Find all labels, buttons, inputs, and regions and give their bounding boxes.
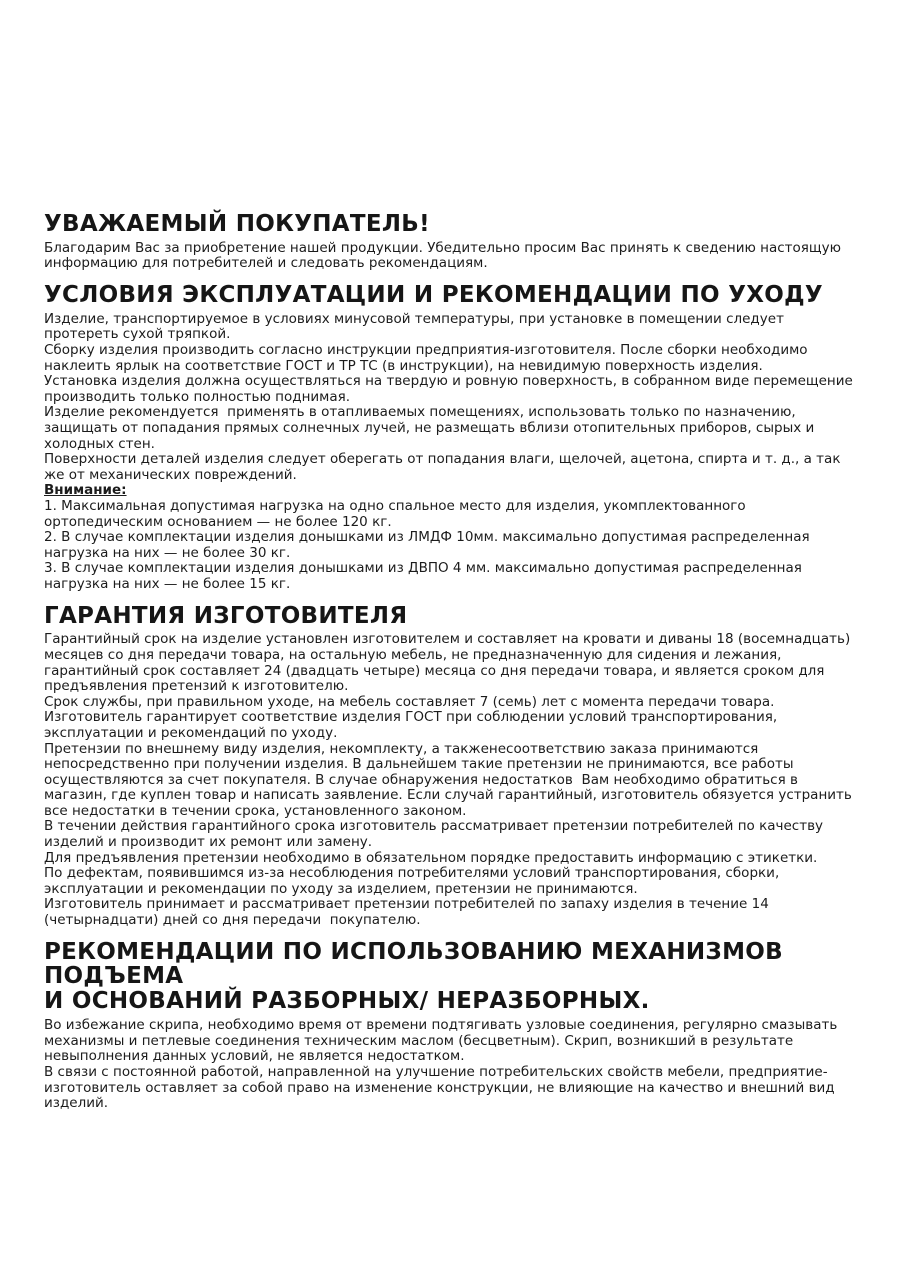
section-usage-conditions [44, 283, 860, 593]
usage-conditions-heading: УСЛОВИЯ ЭКСПЛУАТАЦИИ И РЕКОМЕНДАЦИИ ПО УХОДУ [44, 282, 823, 309]
guarantee-paragraph: Срок службы, при правильном уходе, на мебель составляет 7 (семь) лет с момента передачи товара. [44, 693, 775, 710]
usage-paragraph: Сборку изделия производить согласно инструкции предприятия-изготовителя. После сборки необходимо наклеить ярлык на соответствие ГОСТ и ТР ТС (в инструкции), на невидимую поверхность изделия. [44, 342, 812, 374]
guarantee-paragraph: Гарантийный срок на изделие установлен изготовителем и составляет на кровати и диваны 18 (восемнадцать) месяцев со дня передачи товара, на остальную мебель, не предназначенную для сидения и лежания, гарантийный срок составляет 24 (двадцать четыре) месяца со дня передачи товара, и является сроком для предъявления претензий к изготовителю. [44, 631, 855, 695]
mechanisms-heading [44, 940, 860, 1014]
attention-item: 3. В случае комплектации изделия донышками из ДВПО 4 мм. максимально допустимая распределенная нагрузка на них — не более 15 кг. [44, 560, 807, 592]
usage-paragraph: Изделие, транспортируемое в условиях минусовой температуры, при установке в помещении следует протереть сухой тряпкой. [44, 310, 789, 343]
mechanisms-heading-line-2: И ОСНОВАНИЙ РАЗБОРНЫХ/ НЕРАЗБОРНЫХ. [44, 988, 650, 1015]
section-manufacturer-guarantee [44, 604, 860, 929]
mechanisms-paragraph: Во избежание скрипа, необходимо время от времени подтягивать узловые соединения, регулярно смазывать механизмы и петлевые соединения техническим маслом (бесцветным). Скрип, возникший в результате невыполнения данных условий, не является недостатком. [44, 1017, 842, 1065]
mechanisms-heading-line-1: РЕКОМЕНДАЦИИ ПО ИСПОЛЬЗОВАНИЮ МЕХАНИЗМОВ ПОДЪЕМА [44, 938, 783, 990]
attention-line [44, 483, 860, 499]
guarantee-paragraph: Для предъявления претензии необходимо в обязательном порядке предоставить информацию с этикетки. [44, 849, 818, 866]
guarantee-paragraph: Изготовитель гарантирует соответствие изделия ГОСТ при соблюдении условий транспортирования, эксплуатации и рекомендаций по уходу. [44, 709, 782, 741]
guarantee-paragraph: Претензии по внешнему виду изделия, некомплекту, а такженесоответствию заказа принимаются непосредственно при получении изделия. В дальнейшем такие претензии не принимаются, все работы осуществляются за счет покупателя. В случае обнаружения недостатков Вам необходимо обратиться в магазин, где куплен товар и написать заявление. Если случай гарантийный, изготовитель обязуется устранить все недостатки в течении срока, установленного законом. [44, 740, 857, 819]
guarantee-paragraph: В течении действия гарантийного срока изготовитель рассматривает претензии потребителей по качеству изделий и производит их ремонт или замену. [44, 818, 828, 851]
section-greeting [44, 212, 860, 272]
guarantee-paragraph: Изготовитель принимает и рассматривает претензии потребителей по запаху изделия в течение 14 (четырнадцати) дней со дня передачи покупателю. [44, 896, 774, 929]
guarantee-paragraph: По дефектам, появившимся из-за несоблюдения потребителями условий транспортирования, сборки, эксплуатации и рекомендации по уходу за изделием, претензии не принимаются. [44, 865, 784, 897]
section-mechanisms-recommendations [44, 940, 860, 1112]
usage-paragraph: Установка изделия должна осуществляться на твердую и ровную поверхность, в собранном виде перемещение производить только полностью поднимая. [44, 373, 858, 405]
mechanisms-paragraph: В связи с постоянной работой, направленной на улучшение потребительских свойств мебели, предприятие-изготовитель оставляет за собой право на изменение конструкции, не влияющие на качество и внешний вид изделий. [44, 1063, 839, 1112]
greeting-paragraph: Благодарим Вас за приобретение нашей продукции. Убедительно просим Вас принять к сведению настоящую информацию для потребителей и следовать рекомендациям. [44, 239, 846, 272]
guarantee-heading: ГАРАНТИЯ ИЗГОТОВИТЕЛЯ [44, 602, 408, 629]
attention-item: 2. В случае комплектации изделия донышками из ЛМДФ 10мм. максимально допустимая распределенная нагрузка на них — не более 30 кг. [44, 529, 814, 561]
attention-label: Внимание: [44, 482, 127, 499]
attention-item: 1. Максимальная допустимая нагрузка на одно спальное место для изделия, укомплектованного ортопедическим основанием — не более 120 кг. [44, 497, 750, 530]
usage-paragraph: Поверхности деталей изделия следует оберегать от попадания влаги, щелочей, ацетона, спирта и т. д., а так же от механических повреждений. [44, 451, 845, 483]
usage-paragraph: Изделие рекомендуется применять в отапливаемых помещениях, использовать только по назначению, защищать от попадания прямых солнечных лучей, не размещать вблизи отопительных приборов, сырых и холодных стен. [44, 404, 819, 452]
greeting-heading: УВАЖАЕМЫЙ ПОКУПАТЕЛЬ! [44, 211, 430, 237]
